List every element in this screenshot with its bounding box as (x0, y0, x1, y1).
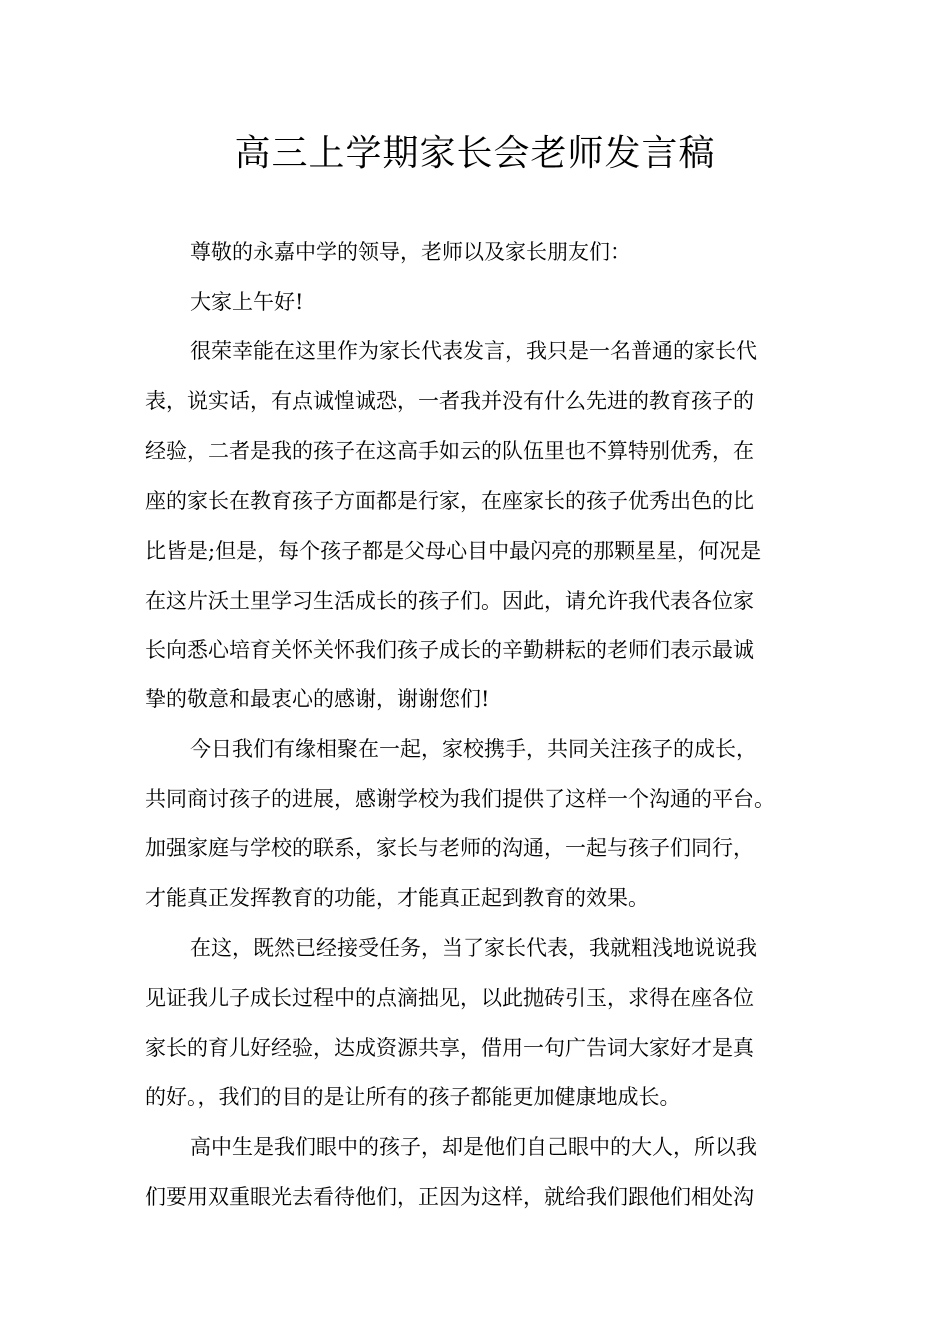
paragraph-line: 才能真正发挥教育的功能，才能真正起到教育的效果。 (145, 886, 649, 910)
paragraph-line: 经验，二者是我的孩子在这高手如云的队伍里也不算特别优秀，在 (145, 439, 754, 463)
paragraph-line: 座的家长在教育孩子方面都是行家，在座家长的孩子优秀出色的比 (145, 489, 754, 513)
paragraph-line: 在这片沃土里学习生活成长的孩子们。因此，请允许我代表各位家 (145, 589, 754, 613)
paragraph-line: 共同商讨孩子的进展，感谢学校为我们提供了这样一个沟通的平台。 (145, 787, 775, 811)
paragraph-line: 家长的育儿好经验，达成资源共享，借用一句广告词大家好才是真 (145, 1036, 754, 1060)
greeting-line: 大家上午好! (190, 290, 304, 314)
paragraph-line: 高中生是我们眼中的孩子，却是他们自己眼中的大人，所以我 (190, 1135, 757, 1159)
paragraph-line: 在这，既然已经接受任务，当了家长代表，我就粗浅地说说我 (190, 936, 757, 960)
paragraph-line: 很荣幸能在这里作为家长代表发言，我只是一名普通的家长代 (190, 339, 757, 363)
paragraph-line: 比皆是;但是，每个孩子都是父母心目中最闪亮的那颗星星，何况是 (145, 539, 762, 563)
paragraph-line: 今日我们有缘相聚在一起，家校携手，共同关注孩子的成长， (190, 737, 757, 761)
paragraph-line: 的好。，我们的目的是让所有的孩子都能更加健康地成长。 (145, 1085, 681, 1109)
salutation-line: 尊敬的永嘉中学的领导，老师以及家长朋友们： (190, 240, 631, 264)
document-title: 高三上学期家长会老师发言稿 (234, 133, 716, 174)
paragraph-line: 表，说实话，有点诚惶诚恐，一者我并没有什么先进的教育孩子的 (145, 389, 754, 413)
paragraph-line: 加强家庭与学校的联系，家长与老师的沟通，一起与孩子们同行， (145, 836, 754, 860)
paragraph-line: 长向悉心培育关怀关怀我们孩子成长的辛勤耕耘的老师们表示最诚 (145, 638, 754, 662)
paragraph-line: 挚的敬意和最衷心的感谢，谢谢您们! (145, 687, 490, 711)
paragraph-line: 见证我儿子成长过程中的点滴拙见，以此抛砖引玉，求得在座各位 (145, 986, 754, 1010)
paragraph-line: 们要用双重眼光去看待他们，正因为这样，就给我们跟他们相处沟 (145, 1185, 754, 1209)
